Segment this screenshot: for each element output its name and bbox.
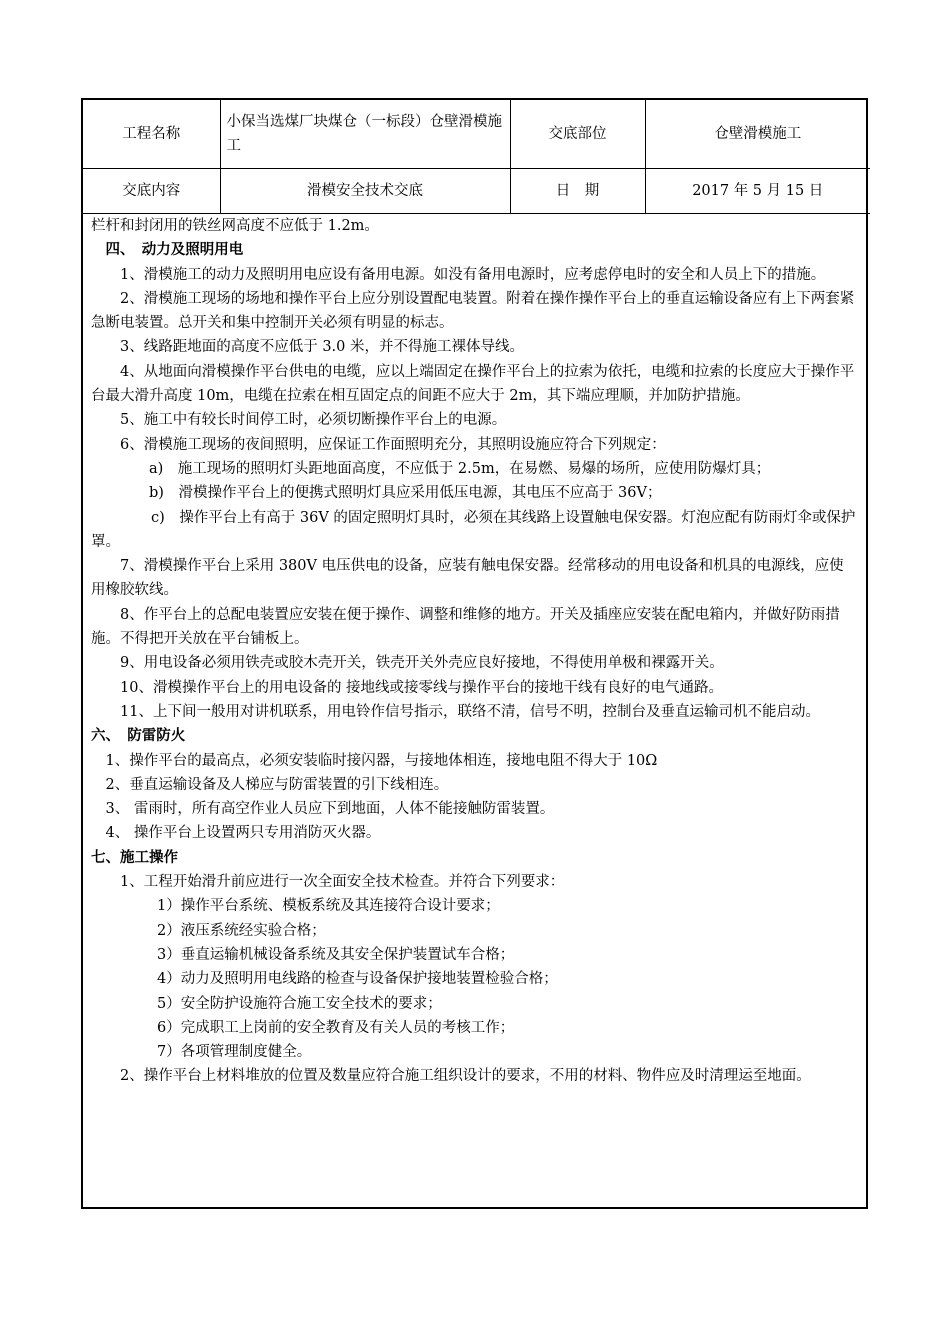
date-value: 2017 年 5 月 15 日 <box>645 169 870 214</box>
section-7-check-3: 3）垂直运输机械设备系统及其安全保护装置试车合格； <box>157 946 515 963</box>
disclosure-content-label: 交底内容 <box>83 169 220 214</box>
disclosure-body <box>83 214 866 1089</box>
section-7-check-1: 1）操作平台系统、模板系统及其连接符合设计要求； <box>157 898 500 915</box>
section-4-item-2: 2、滑模施工现场的场地和操作平台上应分别设置配电装置。附着在操作操作平台上的垂直运输设备应有上下两套紧急断电装置。总开关和集中控制开关必须有明显的标志。 <box>91 290 855 332</box>
project-name-label: 工程名称 <box>83 100 220 169</box>
section-4-item-4: 4、从地面向滑模操作平台供电的电缆，应以上端固定在操作平台上的拉索为依托，电缆和拉索的长度应大于操作平台最大滑升高度 10m，电缆在拉索在相互固定点的间距不应大于 2m，其下端应理顺，并加防护措施。 <box>91 363 855 405</box>
section-4-item-8: 8、作平台上的总配电装置应安装在便于操作、调整和维修的地方。开关及插座应安装在配电箱内，并做好防雨措施。不得把开关放在平台铺板上。 <box>91 606 840 648</box>
section-6-item-1: 1、操作平台的最高点，必须安装临时接闪器，与接地体相连，接地电阻不得大于 10Ω <box>105 752 658 769</box>
section-7-item-2: 2、操作平台上材料堆放的位置及数量应符合施工组织设计的要求，不用的材料、物件应及时清理运至地面。 <box>120 1068 811 1085</box>
section-6-title: 六、 防雷防火 <box>91 727 186 745</box>
section-4-item-6a: a) 施工现场的照明灯头距地面高度，不应低于 2.5m，在易燃、易爆的场所，应使用防爆灯具； <box>149 460 771 477</box>
section-7-check-2: 2）液压系统经实验合格； <box>157 922 326 939</box>
disclosure-part-label: 交底部位 <box>510 100 645 169</box>
section-7-check-7: 7）各项管理制度健全。 <box>157 1044 312 1061</box>
section-4-item-1: 1、滑模施工的动力及照明用电应设有备用电源。如没有备用电源时，应考虑停电时的安全和人员上下的措施。 <box>120 266 826 283</box>
section-7-item-1: 1、工程开始滑升前应进行一次全面安全技术检查。并符合下列要求： <box>120 874 565 891</box>
intro-text: 栏杆和封闭用的铁丝网高度不应低于 1.2m。 <box>91 218 379 234</box>
project-name-value: 小保当选煤厂块煤仓（一标段）仓壁滑模施工 <box>220 100 510 169</box>
disclosure-part-value: 仓壁滑模施工 <box>645 100 870 169</box>
disclosure-sheet <box>81 98 868 1209</box>
section-6-item-2: 2、垂直运输设备及人梯应与防雷装置的引下线相连。 <box>105 776 449 793</box>
section-7-check-5: 5）安全防护设施符合施工安全技术的要求； <box>157 995 442 1012</box>
section-4-item-7: 7、滑模操作平台上采用 380V 电压供电的设备，应装有触电保安器。经常移动的用电设备和机具的电源线，应使用橡胶软线。 <box>91 558 844 599</box>
section-6-item-3: 3、 雷雨时，所有高空作业人员应下到地面，人体不能接触防雷装置。 <box>105 801 555 818</box>
section-4-item-10: 10、滑模操作平台上的用电设备的 接地线或接零线与操作平台的接地干线有良好的电气通路。 <box>120 679 724 696</box>
section-4-title: 四、 动力及照明用电 <box>105 241 244 259</box>
section-4-item-6b: b) 滑模操作平台上的便携式照明灯具应采用低压电源，其电压不应高于 36V； <box>149 485 662 502</box>
section-7-title: 七、施工操作 <box>91 848 178 866</box>
header-table <box>83 100 870 214</box>
section-4-item-11: 11、上下间一般用对讲机联系，用电铃作信号指示，联络不清，信号不明，控制台及垂直运输司机不能启动。 <box>120 703 820 720</box>
section-7-check-4: 4）动力及照明用电线路的检查与设备保护接地装置检验合格； <box>157 971 558 988</box>
section-4-item-5: 5、施工中有较长时间停工时，必须切断操作平台上的电源。 <box>120 412 507 429</box>
section-6-item-4: 4、 操作平台上设置两只专用消防灭火器。 <box>105 825 381 842</box>
section-7-check-6: 6）完成职工上岗前的安全教育及有关人员的考核工作； <box>157 1019 515 1036</box>
section-4-item-9: 9、用电设备必须用铁壳或胶木壳开关，铁壳开关外壳应良好接地，不得使用单极和裸露开关。 <box>120 655 724 672</box>
date-label: 日 期 <box>510 169 645 214</box>
section-4-item-6: 6、滑模施工现场的夜间照明，应保证工作面照明充分，其照明设施应符合下列规定： <box>120 436 666 453</box>
section-4-item-6c: c) 操作平台上有高于 36V 的固定照明灯具时，必须在其线路上设置触电保安器。灯泡应配有防雨灯伞或保护罩。 <box>91 509 856 550</box>
section-4-item-3: 3、线路距地面的高度不应低于 3.0 米，并不得施工裸体导线。 <box>120 339 525 356</box>
disclosure-content-value: 滑模安全技术交底 <box>220 169 510 214</box>
